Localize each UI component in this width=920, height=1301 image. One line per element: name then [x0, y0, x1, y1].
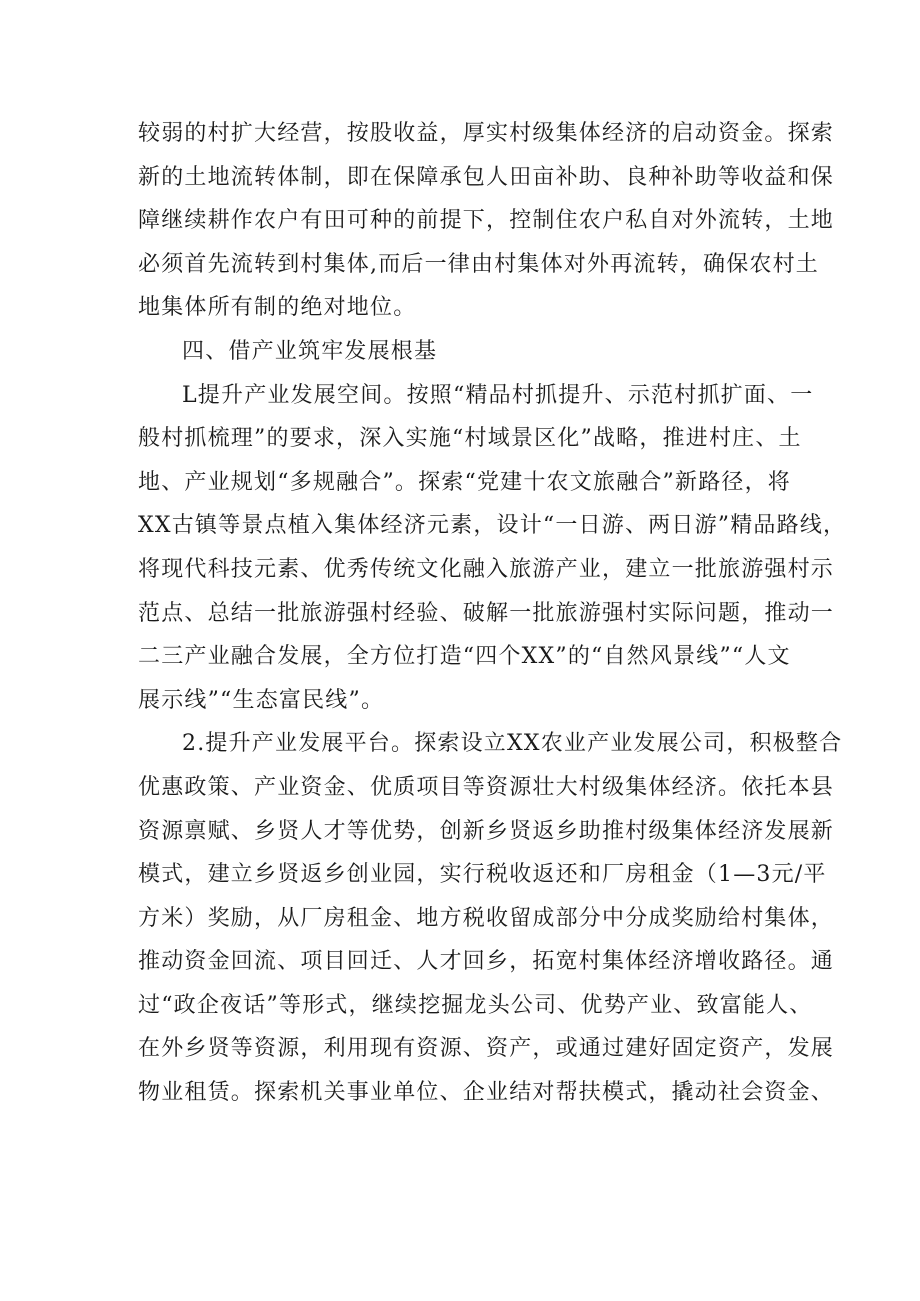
text-line: 优惠政策、产业资金、优质项目等资源壮大村级集体经济。依托本县	[138, 774, 835, 800]
text-line: 物业租赁。探索机关事业单位、企业结对帮扶模式，撬动社会资金、	[138, 1080, 835, 1106]
text-line: 模式，建立乡贤返乡创业园，实行税收返还和厂房租金（1—3元/平	[138, 862, 827, 888]
text-line: 将现代科技元素、优秀传统文化融入旅游产业，建立一批旅游强村示	[138, 556, 835, 582]
text-line: 推动资金回流、项目回迁、人才回乡，拓宽村集体经济增收路径。通	[138, 949, 835, 975]
text-line: XX古镇等景点植入集体经济元素，设计“一日游、两日游”精品路线，	[138, 513, 847, 539]
text-line: L提升产业发展空间。按照“精品村抓提升、示范村抓扩面、一	[182, 382, 814, 408]
text-line: 在外乡贤等资源，利用现有资源、资产，或通过建好固定资产，发展	[138, 1036, 835, 1062]
text-line: 较弱的村扩大经营，按股收益，厚实村级集体经济的启动资金。探索	[138, 121, 835, 146]
paragraph-industry-space	[138, 374, 847, 723]
text-line: 2.提升产业发展平台。探索设立XX农业产业发展公司，积极整合	[182, 731, 843, 757]
heading-text: 四、借产业筑牢发展根基	[182, 338, 438, 364]
text-line: 障继续耕作农户有田可种的前提下，控制住农户私自对外流转，土地	[138, 208, 835, 234]
paragraph-industry-platform	[138, 722, 843, 1114]
text-line: 般村抓梳理”的要求，深入实施“村域景区化”战略，推进村庄、土	[138, 426, 802, 452]
text-line: 地集体所有制的绝对地位。	[138, 295, 417, 321]
text-line: 过“政企夜话”等形式，继续挖掘龙头公司、优势产业、致富能人、	[138, 992, 813, 1018]
text-line: 必须首先流转到村集体,而后一律由村集体对外再流转，确保农村土	[138, 251, 819, 277]
paragraph-land-transfer	[138, 112, 835, 330]
text-line: 方米）奖励，从厂房租金、地方税收留成部分中分成奖励给村集体，	[138, 905, 835, 931]
text-line: 范点、总结一批旅游强村经验、破解一批旅游强村实际问题，推动一	[138, 600, 835, 626]
text-line: 地、产业规划“多规融合”。探索“党建十农文旅融合”新路径，将	[138, 469, 791, 495]
text-line: 二三产业融合发展，全方位打造“四个XX”的“自然风景线”“人文	[138, 644, 791, 670]
text-line: 新的土地流转体制，即在保障承包人田亩补助、良种补助等收益和保	[138, 164, 835, 190]
section-heading	[138, 330, 786, 374]
text-line: 展示线”“生态富民线”。	[138, 687, 385, 713]
document-page	[138, 112, 847, 1115]
text-line: 资源禀赋、乡贤人才等优势，创新乡贤返乡助推村级集体经济发展新	[138, 818, 835, 844]
